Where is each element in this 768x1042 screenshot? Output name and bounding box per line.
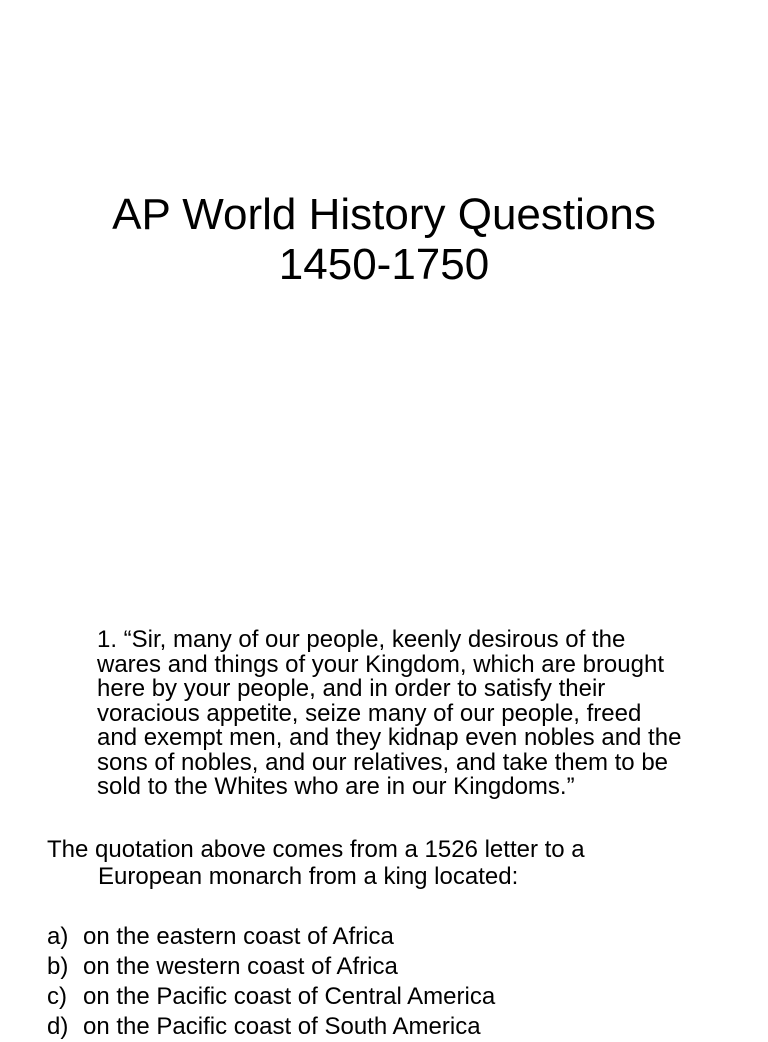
choice-a [47,922,495,952]
choice-d [47,1012,495,1042]
quote-line: 1. “Sir, many of our people, keenly desirous of the [97,626,626,653]
answer-choices [47,922,495,1042]
question-text [47,836,747,890]
quotation-block [97,628,737,800]
question-line-1: The quotation above comes from a 1526 letter to a [47,836,585,863]
slide-title [0,190,768,290]
choice-text: on the Pacific coast of South America [83,1013,481,1040]
choice-b [47,952,495,982]
choice-c [47,982,495,1012]
question-slide [0,600,768,1040]
quote-line: wares and things of your Kingdom, which are brought [97,650,664,678]
title-line-1: AP World History Questions [112,190,656,239]
question-line-2: European monarch from a king located: [98,863,519,890]
choice-text: on the Pacific coast of Central America [83,983,496,1010]
choice-text: on the western coast of Africa [83,953,398,980]
choice-letter: a) [47,923,69,950]
quote-line: sold to the Whites who are in our Kingdoms.” [97,773,575,800]
choice-letter: d) [47,1013,69,1040]
choice-letter: c) [47,983,67,1010]
quote-line: sons of nobles, and our relatives, and take them to be [97,748,669,776]
title-line-2: 1450-1750 [278,240,490,289]
quote-line: and exempt men, and they kidnap even nobles and the [97,724,682,751]
quote-line: voracious appetite, seize many of our people, freed [97,699,642,727]
choice-letter: b) [47,953,69,980]
choice-text: on the eastern coast of Africa [83,923,394,950]
quote-line: here by your people, and in order to satisfy their [97,675,606,702]
